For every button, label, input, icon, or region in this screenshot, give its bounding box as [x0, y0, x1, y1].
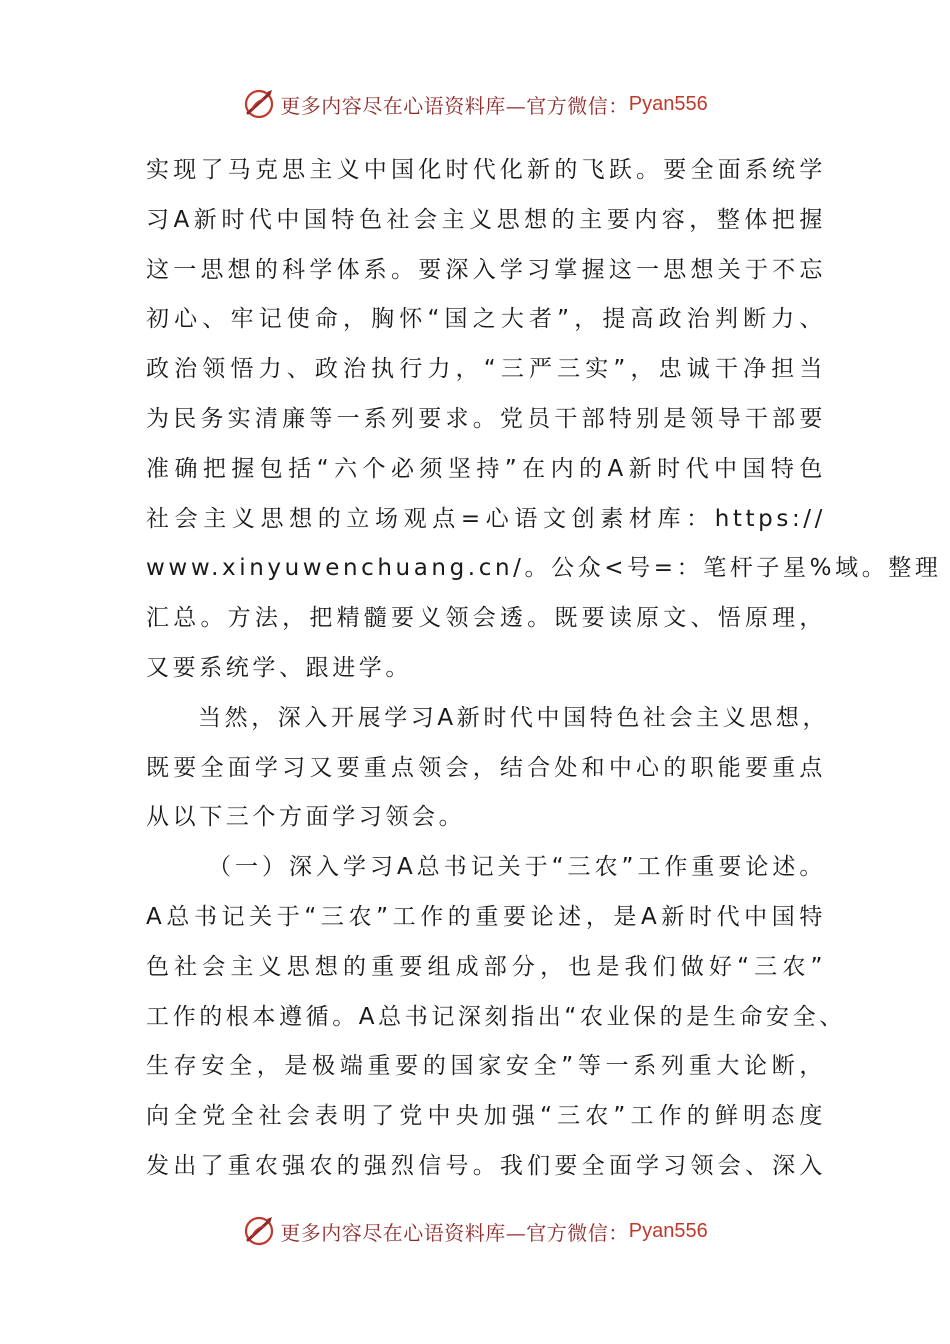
body-line: 社会主义思想的立场观点=心语文创素材库：https://	[146, 505, 826, 532]
body-line: 发出了重农强农的强烈信号。我们要全面学习领会、深入	[146, 1152, 826, 1179]
footer-banner	[0, 1211, 950, 1251]
body-line: 向全党全社会表明了党中央加强“三农”工作的鲜明态度	[146, 1103, 826, 1130]
footer-banner-text: 更多内容尽在心语资料库—官方微信：	[280, 1220, 629, 1245]
section-heading: （一）深入学习A总书记关于“三农”工作重要论述。	[208, 854, 826, 881]
body-line: 工作的根本遵循。A总书记深刻指出“农业保的是生命安全、	[146, 1003, 846, 1030]
header-banner-account: Pyan556	[628, 92, 708, 115]
footer-banner-account: Pyan556	[628, 1219, 708, 1242]
body-line: 实现了马克思主义中国化时代化新的飞跃。要全面系统学	[146, 157, 826, 183]
body-line: 这一思想的科学体系。要深入学习掌握这一思想关于不忘	[146, 256, 826, 283]
body-line: A总书记关于“三农”工作的重要论述，是A新时代中国特	[146, 903, 826, 930]
body-line: 既要全面学习又要重点领会，结合处和中心的职能要重点	[146, 754, 826, 781]
body-line: 色社会主义思想的重要组成部分，也是我们做好“三农”	[146, 953, 826, 980]
header-banner-text: 更多内容尽在心语资料库—官方微信：	[280, 93, 629, 118]
body-line: www.xinyuwenchuang.cn/。公众<号=：笔杆子星%域。整理	[146, 555, 942, 582]
body-line: 从以下三个方面学习领会。	[146, 804, 466, 831]
body-line: 习A新时代中国特色社会主义思想的主要内容，整体把握	[146, 206, 826, 233]
body-line: 又要系统学、跟进学。	[146, 654, 412, 681]
pen-logo-icon	[242, 87, 276, 121]
header-banner	[0, 84, 950, 124]
body-line: 政治领悟力、政治执行力，“三严三实”，忠诚干净担当	[146, 356, 826, 383]
body-line: 生存安全，是极端重要的国家安全”等一系列重大论断，	[146, 1053, 826, 1080]
document-body	[146, 146, 942, 1192]
body-line: 当然，深入开展学习A新时代中国特色社会主义思想，	[198, 704, 830, 731]
body-line: 为民务实清廉等一系列要求。党员干部特别是领导干部要	[146, 405, 826, 432]
body-line: 初心、牢记使命，胸怀“国之大者”，提高政治判断力、	[146, 306, 826, 333]
body-line: 准确把握包括“六个必须坚持”在内的A新时代中国特色	[146, 455, 826, 482]
pen-logo-icon	[242, 1214, 276, 1248]
body-line: 汇总。方法，把精髓要义领会透。既要读原文、悟原理，	[146, 605, 826, 632]
